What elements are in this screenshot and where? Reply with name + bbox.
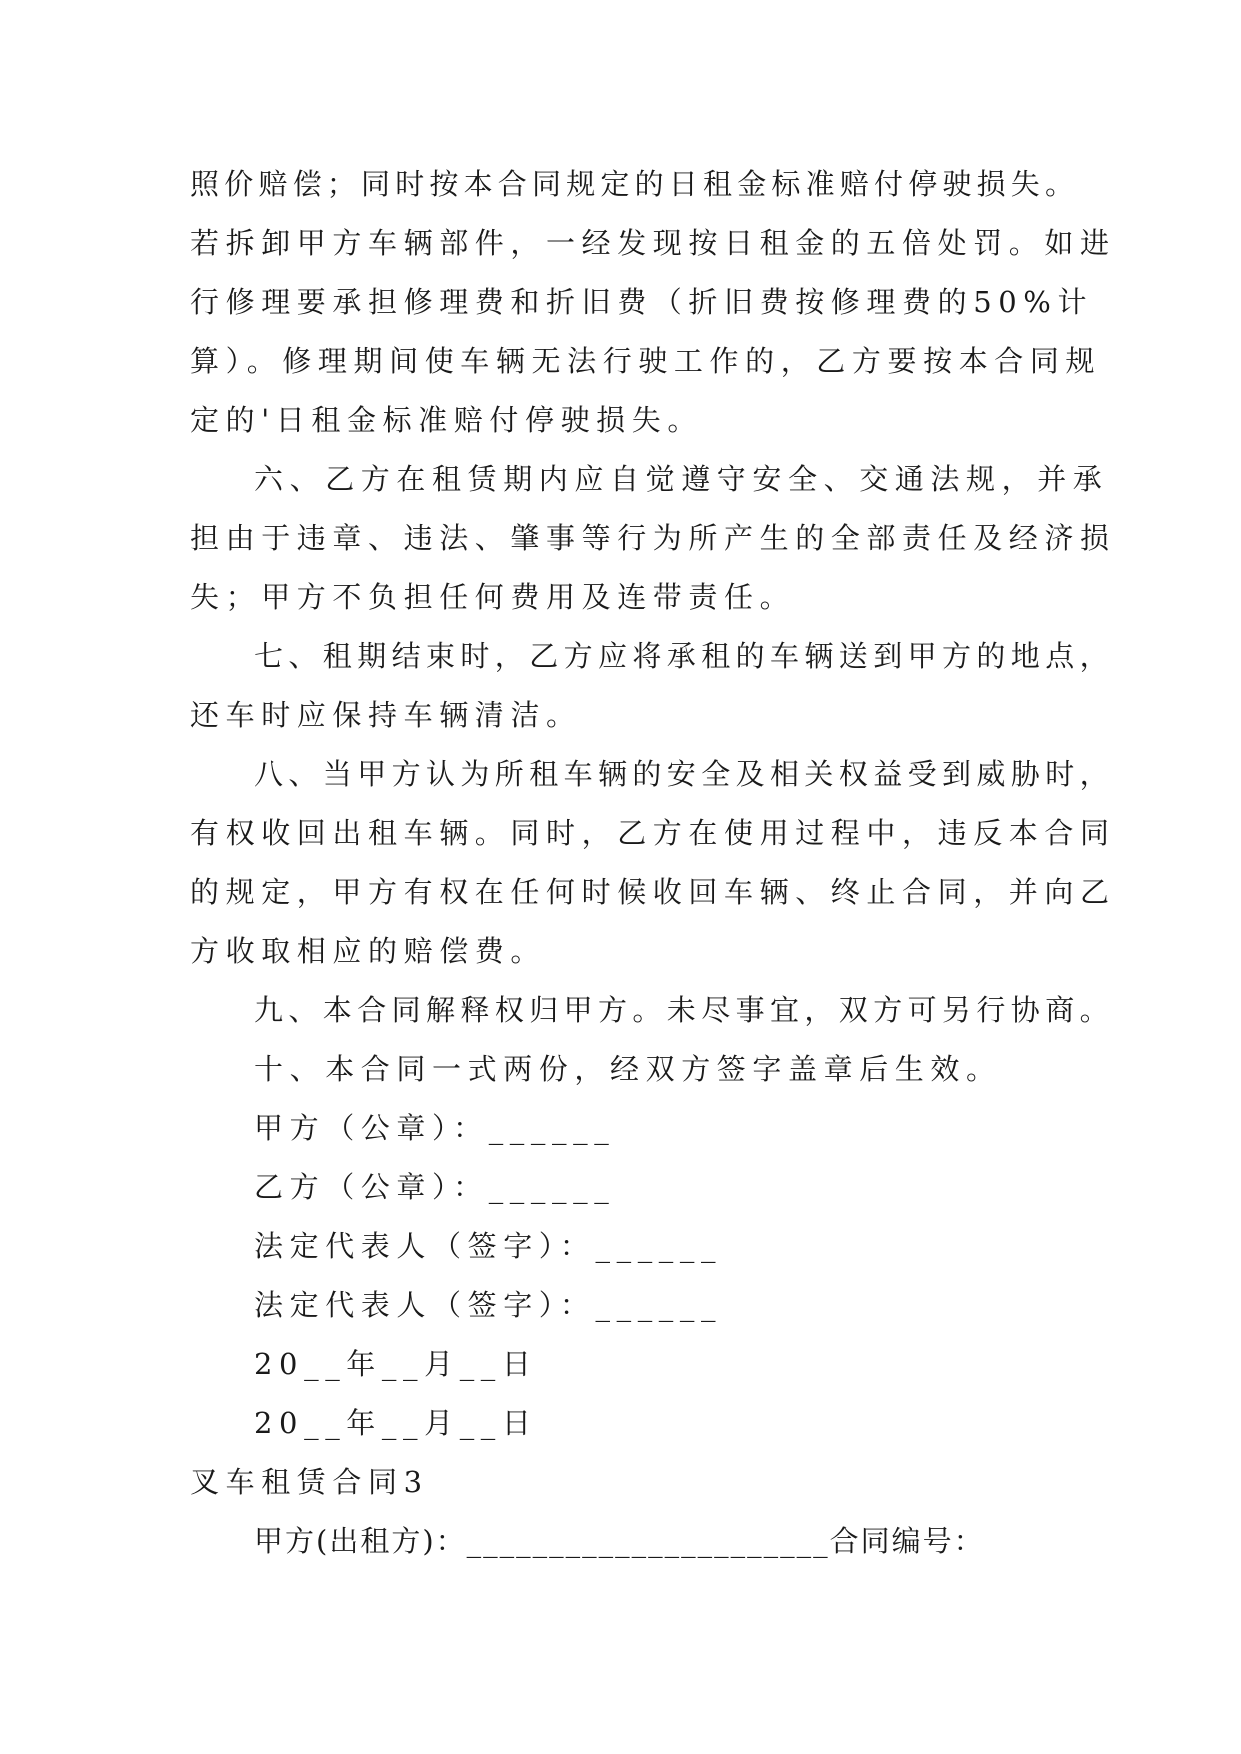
paragraph-eight: 八、当甲方认为所租车辆的安全及相关权益受到威胁时，: [254, 757, 1115, 791]
paragraph-six: 六、乙方在租赁期内应自觉遵守安全、交通法规，并承: [254, 462, 1109, 496]
date-field: 20__年__月__日: [254, 1347, 538, 1381]
legal-representative-signature-field: 法定代表人（签字）：______: [254, 1229, 723, 1263]
text-line: 失；甲方不负担任何费用及连带责任。: [190, 580, 796, 614]
paragraph-nine: 九、本合同解释权归甲方。未尽事宜，双方可另行协商。: [254, 993, 1115, 1027]
party-a-seal-field: 甲方（公章）：______: [254, 1111, 616, 1145]
text-line: 还车时应保持车辆清洁。: [190, 698, 582, 732]
text-line: 若拆卸甲方车辆部件，一经发现按日租金的五倍处罚。如进: [190, 226, 1116, 260]
text-line: 担由于违章、违法、肇事等行为所产生的全部责任及经济损: [190, 521, 1116, 555]
text-line: 行修理要承担修理费和折旧费（折旧费按修理费的50%计: [190, 285, 1094, 319]
lessor-field: 甲方(出租方)：______________________合同编号：: [254, 1524, 985, 1558]
paragraph-ten: 十、本合同一式两份，经双方签字盖章后生效。: [254, 1052, 1002, 1086]
legal-representative-signature-field: 法定代表人（签字）：______: [254, 1288, 723, 1322]
text-line: 方收取相应的赔偿费。: [190, 934, 547, 968]
text-line: 算）。修理期间使车辆无法行驶工作的，乙方要按本合同规: [190, 344, 1102, 378]
contract-title: 叉车租赁合同3: [190, 1465, 429, 1499]
text-line: 照价赔偿；同时按本合同规定的日租金标准赔付停驶损失。: [190, 167, 1080, 201]
text-line: 的规定，甲方有权在任何时候收回车辆、终止合同，并向乙: [190, 875, 1116, 909]
date-field: 20__年__月__日: [254, 1406, 538, 1440]
paragraph-seven: 七、租期结束时，乙方应将承租的车辆送到甲方的地点，: [254, 639, 1115, 673]
text-line: 定的'日租金标准赔付停驶损失。: [190, 403, 703, 437]
text-line: 有权收回出租车辆。同时，乙方在使用过程中，违反本合同: [190, 816, 1116, 850]
party-b-seal-field: 乙方（公章）：______: [254, 1170, 616, 1204]
